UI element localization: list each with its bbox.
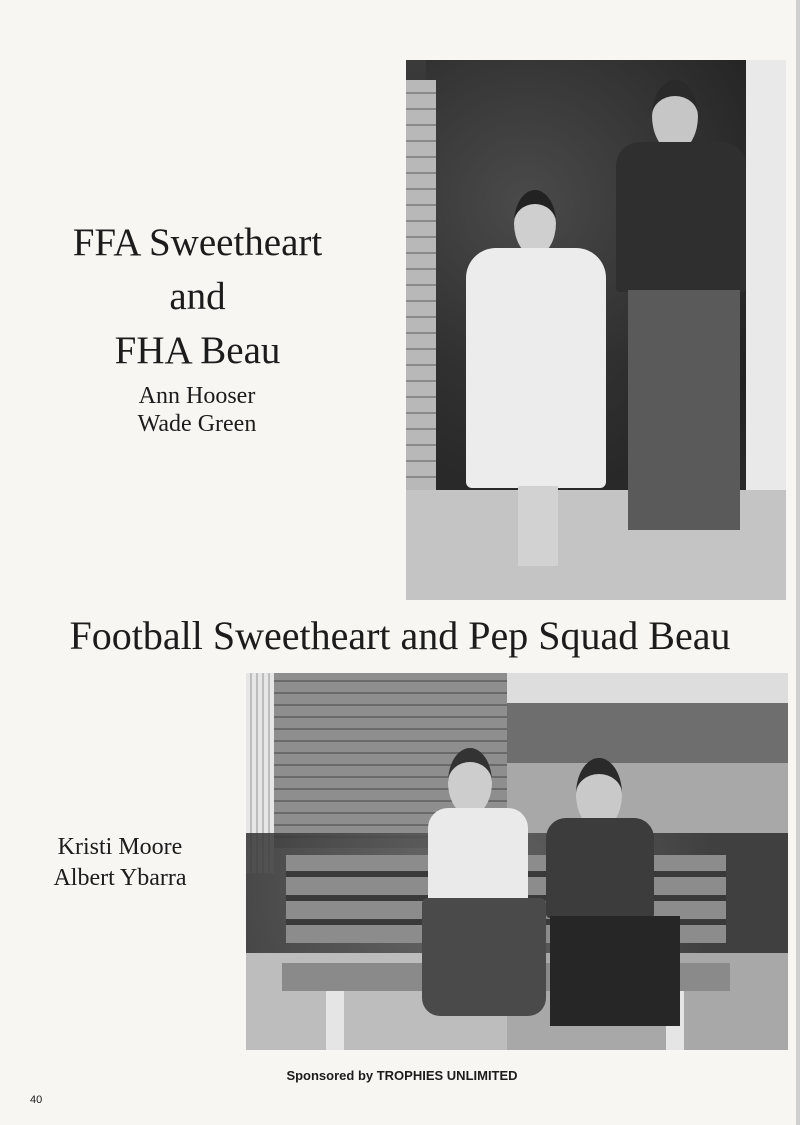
section1-title	[45, 216, 350, 378]
title-line-1: FFA Sweetheart	[72, 221, 323, 264]
page-edge	[796, 0, 800, 1125]
photo-ffa-fha	[406, 60, 786, 600]
tree-line	[507, 703, 788, 763]
brick-wall	[406, 80, 436, 540]
sponsor-line: Sponsored by TROPHIES UNLIMITED	[286, 1068, 518, 1083]
name-ann-hooser: Ann Hooser	[138, 383, 256, 409]
photo-football-pep	[246, 673, 788, 1050]
section1-names	[97, 382, 297, 438]
name-kristi-moore: Kristi Moore	[57, 834, 183, 860]
section2-title: Football Sweetheart and Pep Squad Beau	[69, 613, 731, 658]
name-wade-green: Wade Green	[137, 411, 257, 437]
title-line-2: and	[169, 275, 226, 318]
section2-names	[30, 832, 210, 894]
title-line-3: FHA Beau	[114, 329, 281, 372]
page-number: 40	[30, 1094, 43, 1106]
name-albert-ybarra: Albert Ybarra	[53, 865, 187, 891]
bench-leg	[326, 991, 344, 1050]
